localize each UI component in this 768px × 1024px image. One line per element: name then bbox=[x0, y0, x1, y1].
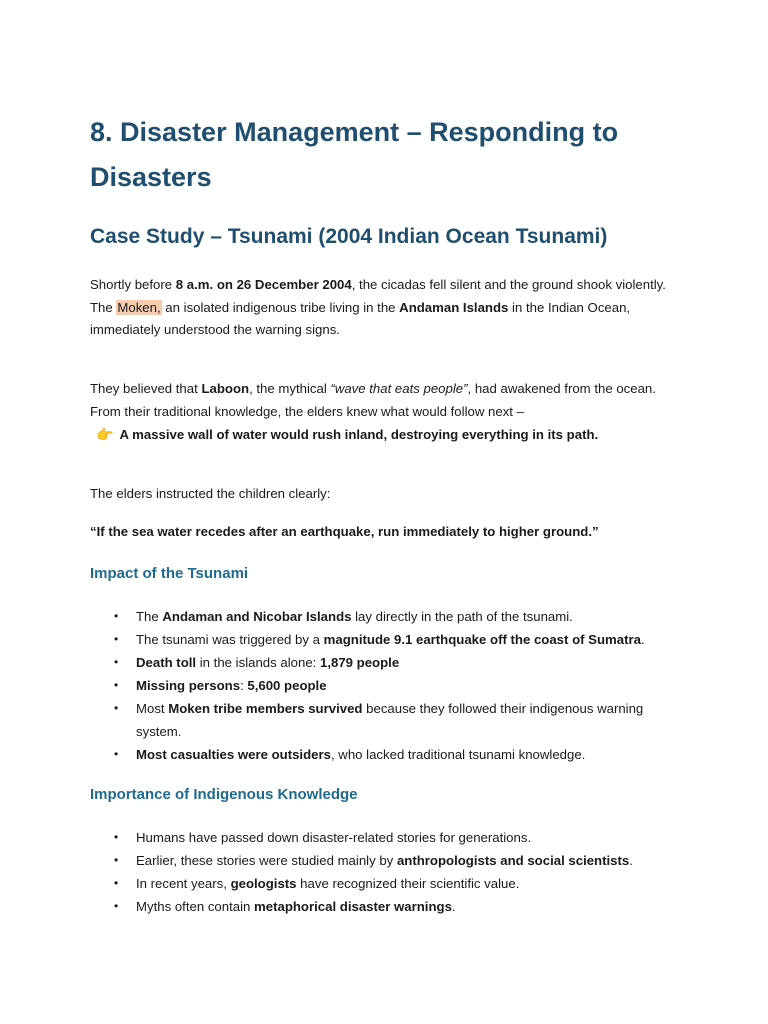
list-item: • Most casualties were outsiders, who lacked traditional tsunami knowledge. bbox=[114, 747, 586, 762]
intro-paragraph-1: Shortly before 8 a.m. on 26 December 2004, the cicadas fell silent and the ground shook violently. The Moken, an isolated indigenous tribe living in the Andaman Islands in the Indian Ocean, immediately understood the warning signs. bbox=[90, 277, 666, 337]
knowledge-list bbox=[90, 826, 675, 918]
page-title: 8. Disaster Management – Responding to Disasters bbox=[90, 117, 619, 192]
elders-quote: “If the sea water recedes after an earthquake, run immediately to higher ground.” bbox=[90, 524, 599, 539]
pointing-hand-icon: 👉 bbox=[96, 426, 114, 442]
highlighted-term: Moken, bbox=[117, 299, 161, 315]
list-item: • The tsunami was triggered by a magnitude 9.1 earthquake off the coast of Sumatra. bbox=[114, 632, 645, 647]
list-item: • Earlier, these stories were studied mainly by anthropologists and social scientists. bbox=[114, 853, 633, 868]
list-item: • Most Moken tribe members survived because they followed their indigenous warning system. bbox=[114, 701, 644, 739]
list-item: • Missing persons: 5,600 people bbox=[114, 678, 327, 693]
list-item: • In recent years, geologists have recognized their scientific value. bbox=[114, 876, 520, 891]
intro-paragraph-2: They believed that Laboon, the mythical “wave that eats people”, had awakened from the ocean. From their traditional knowledge, the elders knew what would follow next – 👉 A massive wall of water would rush inland, destroying everything in its path. bbox=[90, 381, 656, 442]
impact-list bbox=[90, 605, 675, 766]
list-item: • Death toll in the islands alone: 1,879 people bbox=[114, 655, 400, 670]
intro-paragraph-3: The elders instructed the children clearly: bbox=[90, 486, 331, 501]
list-item: • The Andaman and Nicobar Islands lay directly in the path of the tsunami. bbox=[114, 609, 573, 624]
list-item: • Humans have passed down disaster-related stories for generations. bbox=[114, 830, 532, 845]
list-item: • Myths often contain metaphorical disaster warnings. bbox=[114, 899, 456, 914]
indigenous-knowledge-heading: Importance of Indigenous Knowledge bbox=[90, 786, 358, 803]
impact-heading: Impact of the Tsunami bbox=[90, 565, 249, 582]
case-study-heading: Case Study – Tsunami (2004 Indian Ocean Tsunami) bbox=[90, 225, 608, 248]
